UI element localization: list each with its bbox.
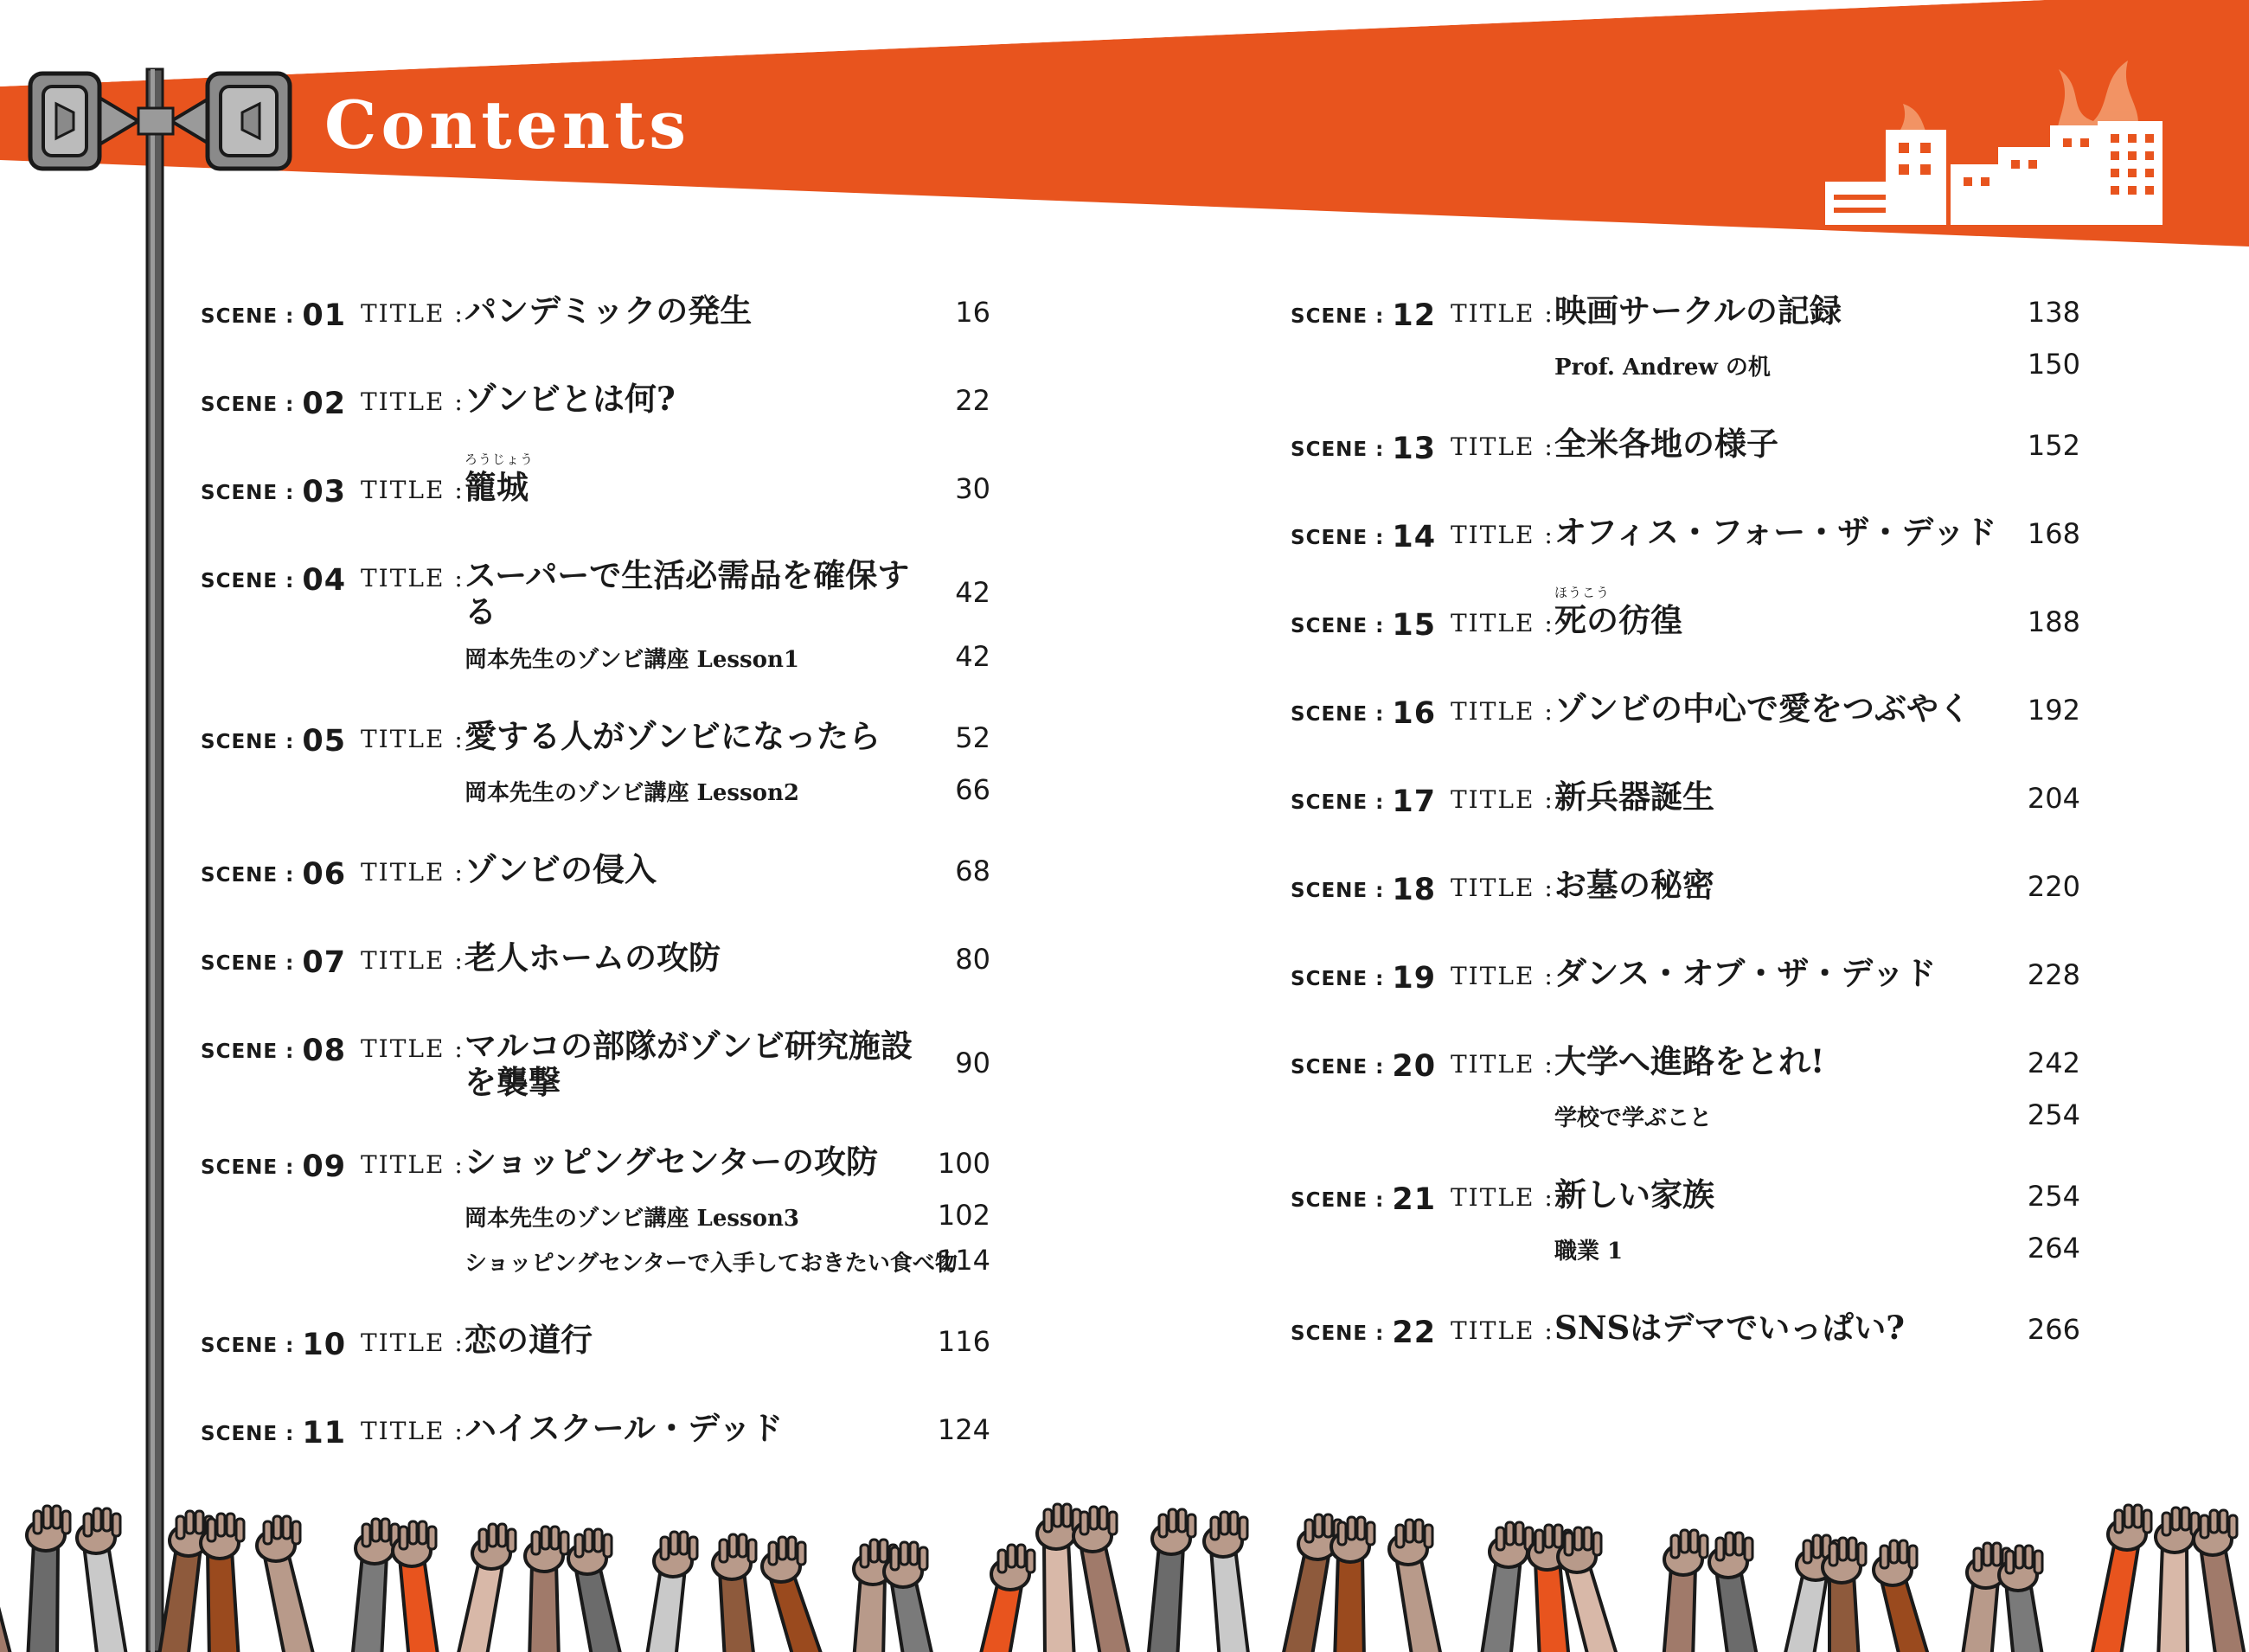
scene-prefix: SCENE : — [1291, 527, 1385, 549]
scene-prefix: SCENE : — [201, 952, 295, 975]
scene-prefix: SCENE : — [1291, 615, 1385, 637]
zombie-arm — [1823, 1538, 1866, 1652]
scene-prefix: SCENE : — [201, 305, 295, 328]
chapter-title: マルコの部隊がゾンビ研究施設を襲撃 — [465, 1027, 913, 1101]
zombie-arm — [568, 1529, 622, 1652]
scene-number: 08 — [302, 1034, 347, 1068]
scene-label — [1291, 296, 1437, 333]
scene-number: 14 — [1392, 520, 1437, 554]
toc-left-column — [201, 285, 1066, 1458]
scene-prefix: SCENE : — [201, 394, 295, 416]
scene-label — [1291, 1180, 1437, 1217]
scene-number: 18 — [1392, 873, 1437, 907]
toc-row — [1291, 585, 2156, 650]
toc-row — [201, 451, 1066, 517]
toc-row — [1291, 285, 2156, 341]
scene-prefix: SCENE : — [201, 731, 295, 753]
page-number: 188 — [2027, 605, 2080, 638]
sub-title: 岡本先生のゾンビ講座 Lesson3 — [465, 1206, 799, 1232]
scene-number: 02 — [302, 387, 347, 421]
page-number: 228 — [2027, 958, 2080, 991]
title-prefix: TITLE : — [1451, 432, 1554, 461]
toc-row — [1291, 860, 2156, 915]
sub-entry — [201, 633, 1066, 678]
toc-entry — [1291, 507, 2156, 562]
burning-city-illustration — [1799, 52, 2197, 242]
chapter-title: ゾンビの中心で愛をつぶやく — [1554, 689, 1970, 727]
page-number: 16 — [955, 296, 990, 329]
toc-entry — [201, 1315, 1066, 1370]
title-prefix: TITLE : — [361, 1329, 465, 1357]
page-number: 116 — [937, 1325, 990, 1358]
zombie-arm — [1481, 1522, 1533, 1652]
title-prefix: TITLE : — [1451, 609, 1554, 637]
scene-prefix: SCENE : — [1291, 703, 1385, 726]
toc-entry — [1291, 1169, 2156, 1270]
chapter-title: 全米各地の様子 — [1554, 425, 1778, 463]
page-number: 192 — [2027, 694, 2080, 727]
chapter-title: 老人ホームの攻防 — [465, 938, 721, 976]
chapter-title: ゾンビの侵入 — [465, 850, 657, 888]
title-prefix: TITLE : — [1451, 521, 1554, 549]
scene-label — [201, 384, 346, 419]
title-prefix: TITLE : — [361, 946, 465, 975]
toc-right-column — [1291, 285, 2156, 1358]
scene-number: 13 — [1392, 432, 1437, 466]
toc-entry — [201, 1137, 1066, 1282]
page-number: 102 — [937, 1199, 990, 1232]
chapter-title: 籠城 — [465, 468, 529, 506]
scene-prefix: SCENE : — [1291, 1189, 1385, 1212]
toc-entry — [201, 1403, 1066, 1458]
scene-number: 09 — [302, 1149, 347, 1184]
toc-row — [1291, 1303, 2156, 1358]
scene-label — [201, 1413, 346, 1448]
sub-title: 学校で学ぶこと — [1554, 1105, 1713, 1131]
scene-number: 06 — [302, 857, 347, 892]
zombie-arm — [713, 1534, 756, 1652]
sub-title: Prof. Andrew の机 — [1554, 355, 1771, 381]
scene-number: 20 — [1392, 1049, 1437, 1084]
scene-prefix: SCENE : — [1291, 1056, 1385, 1079]
toc-row — [1291, 772, 2156, 827]
sub-title: 岡本先生のゾンビ講座 Lesson1 — [465, 647, 799, 673]
scene-number: 10 — [302, 1328, 347, 1362]
scene-number: 07 — [302, 945, 347, 980]
chapter-title: ハイスクール・デッド — [465, 1409, 784, 1447]
toc-entry — [1291, 860, 2156, 915]
chapter-title: ショッピングセンターの攻防 — [465, 1143, 879, 1181]
scene-label — [1291, 870, 1436, 905]
title-prefix: TITLE : — [361, 858, 465, 887]
scene-label — [1291, 605, 1437, 643]
title-prefix: TITLE : — [1451, 697, 1554, 726]
scene-label — [201, 1325, 346, 1360]
scene-label — [1291, 1313, 1436, 1348]
chapter-title: ダンス・オブ・ザ・デッド — [1554, 954, 1937, 992]
toc-row — [201, 550, 1066, 633]
scene-prefix: SCENE : — [1291, 791, 1385, 814]
sub-title: 職業 1 — [1554, 1239, 1624, 1265]
page-number: 254 — [2027, 1180, 2080, 1213]
page-number: 68 — [955, 855, 990, 887]
chapter-title: 死の彷徨 — [1554, 601, 1682, 639]
scene-label — [1291, 517, 1436, 552]
zombie-arm — [457, 1524, 516, 1652]
toc-row — [1291, 683, 2156, 739]
title-prefix: TITLE : — [361, 564, 465, 592]
sub-entry — [201, 1192, 1066, 1237]
scene-prefix: SCENE : — [1291, 1322, 1385, 1345]
ruby-reading: ろうじょう — [465, 451, 535, 467]
title-prefix: TITLE : — [361, 387, 465, 416]
scene-label — [201, 721, 347, 759]
toc-row — [1291, 1036, 2156, 1092]
sub-entry — [201, 766, 1066, 811]
title-prefix: TITLE : — [1451, 874, 1554, 902]
page-number: 242 — [2027, 1047, 2080, 1079]
title-prefix: TITLE : — [361, 725, 465, 753]
scene-prefix: SCENE : — [1291, 968, 1385, 990]
zombie-arm — [762, 1537, 823, 1652]
zombie-arm — [525, 1527, 568, 1652]
toc-entry — [1291, 419, 2156, 474]
scene-label — [1291, 782, 1437, 819]
sub-title: ショッピングセンターで入手しておきたい食べ物 — [465, 1251, 958, 1277]
toc-entry — [1291, 683, 2156, 739]
scene-prefix: SCENE : — [201, 1156, 295, 1179]
scene-number: 01 — [302, 298, 347, 333]
toc-entry — [201, 550, 1066, 678]
scene-number: 12 — [1392, 298, 1437, 333]
zombie-arm — [1037, 1504, 1080, 1652]
page-number: 114 — [937, 1244, 990, 1277]
scene-label — [201, 1031, 346, 1066]
zombie-arm — [352, 1519, 399, 1652]
scene-prefix: SCENE : — [201, 1041, 295, 1063]
chapter-title: パンデミックの発生 — [465, 291, 753, 330]
sub-entry — [201, 1237, 1066, 1282]
toc-entry — [201, 844, 1066, 900]
scene-prefix: SCENE : — [1291, 880, 1385, 902]
zombie-arm — [27, 1506, 70, 1652]
scene-prefix: SCENE : — [1291, 439, 1385, 461]
toc-entry — [201, 711, 1066, 811]
zombie-arm — [77, 1508, 127, 1652]
page-number: 52 — [955, 721, 990, 754]
chapter-title: 愛する人がゾンビになったら — [465, 717, 881, 755]
toc-entry — [1291, 1303, 2156, 1358]
scene-prefix: SCENE : — [201, 864, 295, 887]
scene-number: 16 — [1392, 696, 1437, 731]
toc-entry — [1291, 285, 2156, 386]
sub-title: 岡本先生のゾンビ講座 Lesson2 — [465, 780, 799, 806]
page-number: 254 — [2027, 1098, 2080, 1131]
page-number: 152 — [2027, 429, 2080, 462]
title-prefix: TITLE : — [1451, 1050, 1554, 1079]
zombie-arm — [1999, 1546, 2043, 1652]
zombie-arm — [257, 1516, 315, 1652]
chapter-title: 大学へ進路をとれ! — [1554, 1042, 1825, 1080]
zombie-arm — [1874, 1540, 1930, 1652]
ruby-reading: ほうこう — [1554, 585, 1611, 600]
scene-label — [1291, 958, 1437, 996]
scene-number: 19 — [1392, 961, 1437, 996]
scene-prefix: SCENE : — [1291, 305, 1385, 328]
scene-label — [1291, 694, 1437, 731]
chapter-title: SNSはデマでいっぱい? — [1554, 1309, 1905, 1347]
toc-row — [201, 1315, 1066, 1370]
title-prefix: TITLE : — [1451, 299, 1554, 328]
zombie-arm — [1331, 1517, 1374, 1652]
chapter-title: オフィス・フォー・ザ・デッド — [1554, 513, 1997, 551]
page-number: 22 — [955, 384, 990, 417]
zombie-arm — [1962, 1543, 2010, 1652]
zombie-arm — [1389, 1520, 1442, 1652]
toc-row — [1291, 419, 2156, 474]
scene-prefix: SCENE : — [201, 1335, 295, 1357]
zombie-arm — [1709, 1533, 1758, 1652]
zombie-arm — [2194, 1510, 2246, 1652]
toc-row — [201, 711, 1066, 766]
toc-entry — [1291, 772, 2156, 827]
title-prefix: TITLE : — [361, 476, 465, 504]
zombie-arm — [1663, 1530, 1708, 1652]
zombie-arm — [646, 1532, 697, 1652]
zombie-arm — [2091, 1505, 2151, 1652]
page-number: 204 — [2027, 782, 2080, 815]
zombie-arm — [1282, 1514, 1342, 1652]
scene-label — [201, 560, 347, 598]
zombie-arm — [979, 1545, 1035, 1652]
zombie-arm — [201, 1514, 244, 1652]
zombie-hands-illustration — [0, 1488, 2249, 1652]
toc-row — [1291, 948, 2156, 1003]
toc-entry — [201, 285, 1066, 341]
title-prefix: TITLE : — [1451, 785, 1554, 814]
title-prefix: TITLE : — [361, 1034, 465, 1063]
zombie-arm — [0, 1503, 12, 1652]
scene-label — [201, 943, 347, 980]
scene-number: 11 — [302, 1416, 347, 1450]
chapter-title: 新兵器誕生 — [1554, 778, 1714, 816]
page-number: 80 — [955, 943, 990, 976]
title-prefix: TITLE : — [361, 1150, 465, 1179]
page-number: 266 — [2027, 1313, 2080, 1346]
page-number: 138 — [2027, 296, 2080, 329]
toc-row — [201, 1137, 1066, 1192]
scene-label — [201, 472, 346, 507]
sub-entry — [1291, 341, 2156, 386]
page-number: 42 — [955, 576, 990, 609]
toc-row — [1291, 1169, 2156, 1225]
chapter-title: 恋の道行 — [465, 1321, 593, 1359]
scene-number: 05 — [302, 724, 347, 759]
title-prefix: TITLE : — [1451, 1183, 1554, 1212]
page-number: 124 — [937, 1413, 990, 1446]
sub-entry — [1291, 1225, 2156, 1270]
toc-row — [201, 374, 1066, 429]
chapter-title: 新しい家族 — [1554, 1175, 1714, 1213]
scene-number: 03 — [302, 475, 347, 509]
toc-row — [1291, 507, 2156, 562]
toc-entry — [201, 1021, 1066, 1104]
scene-number: 22 — [1392, 1316, 1437, 1350]
page-number: 220 — [2027, 870, 2080, 903]
page-number: 90 — [955, 1047, 990, 1079]
scene-label — [1291, 1047, 1437, 1084]
sub-entry — [1291, 1092, 2156, 1137]
zombie-arm — [1204, 1512, 1249, 1652]
chapter-title: 映画サークルの記録 — [1554, 291, 1842, 330]
zombie-arm — [884, 1542, 933, 1652]
toc-entry — [201, 374, 1066, 429]
scene-label — [1291, 429, 1436, 464]
toc-entry — [1291, 585, 2156, 650]
toc-row — [201, 844, 1066, 900]
scene-number: 04 — [302, 563, 347, 598]
page-number: 42 — [955, 640, 990, 673]
title-prefix: TITLE : — [361, 1417, 465, 1445]
chapter-title: ゾンビとは何? — [465, 380, 676, 418]
scene-number: 15 — [1392, 608, 1437, 643]
page-number: 150 — [2027, 348, 2080, 381]
scene-number: 21 — [1392, 1182, 1437, 1217]
toc-entry — [201, 932, 1066, 988]
page-number: 168 — [2027, 517, 2080, 550]
toc-row — [201, 932, 1066, 988]
scene-label — [201, 855, 347, 892]
toc-row — [201, 1403, 1066, 1458]
page-number: 100 — [937, 1147, 990, 1180]
toc-row — [201, 285, 1066, 341]
scene-prefix: SCENE : — [201, 570, 295, 592]
scene-label — [201, 1147, 347, 1184]
page-title: Contents — [324, 86, 691, 163]
toc-entry — [201, 451, 1066, 517]
zombie-arm — [393, 1521, 439, 1652]
scene-label — [201, 296, 347, 333]
title-prefix: TITLE : — [1451, 1316, 1554, 1345]
page-number: 30 — [955, 472, 990, 505]
zombie-arm — [1148, 1509, 1195, 1652]
chapter-title: お墓の秘密 — [1554, 866, 1714, 904]
zombie-arm — [2156, 1508, 2199, 1652]
scene-prefix: SCENE : — [201, 1423, 295, 1445]
title-prefix: TITLE : — [1451, 962, 1554, 990]
toc-row — [201, 1021, 1066, 1104]
page-number: 66 — [955, 773, 990, 806]
scene-number: 17 — [1392, 784, 1437, 819]
chapter-title: スーパーで生活必需品を確保する — [465, 556, 910, 631]
title-prefix: TITLE : — [361, 299, 465, 328]
page-number: 264 — [2027, 1232, 2080, 1265]
scene-prefix: SCENE : — [201, 482, 295, 504]
zombie-arm — [1073, 1507, 1131, 1652]
toc-entry — [1291, 948, 2156, 1003]
toc-entry — [1291, 1036, 2156, 1137]
